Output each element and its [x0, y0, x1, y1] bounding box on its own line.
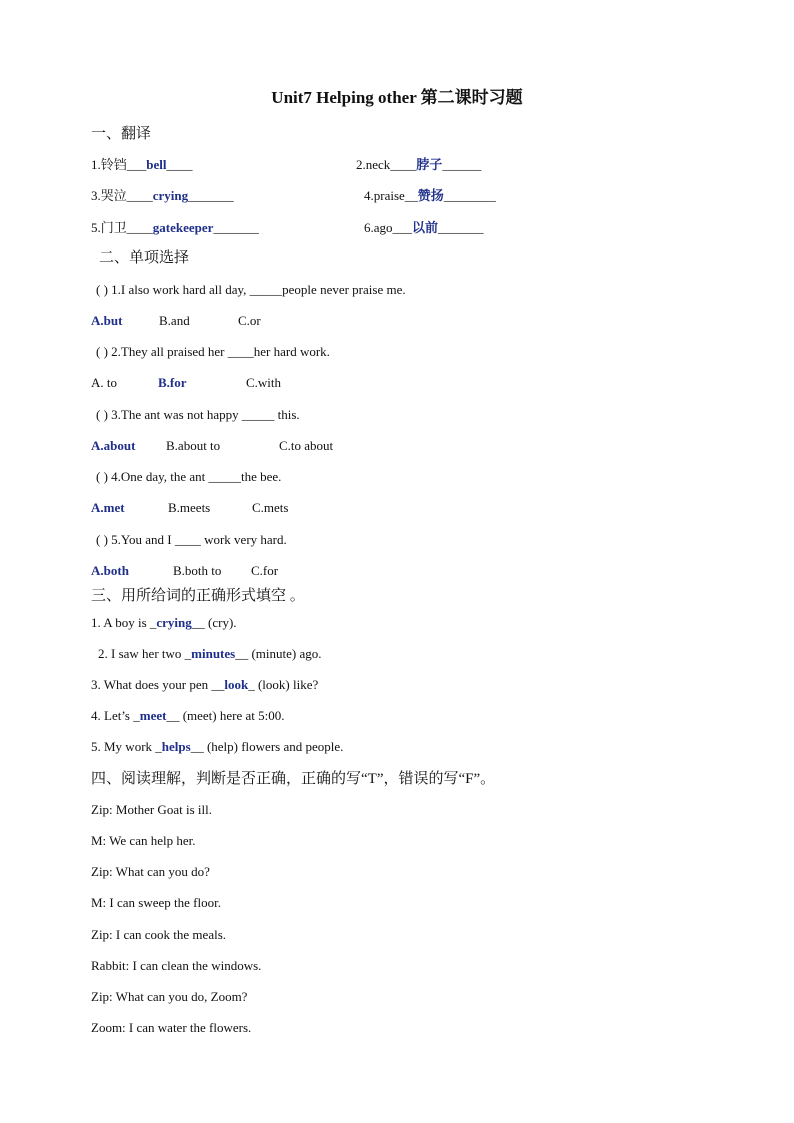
option-a: A.met: [91, 500, 125, 515]
choice-options-5: [91, 563, 278, 579]
choice-question-1: ( ) 1.I also work hard all day, _____people never praise me.: [96, 282, 406, 297]
dialog-line-1: Zip: Mother Goat is ill.: [91, 802, 212, 817]
dialog-line-4: M: I can sweep the floor.: [91, 895, 221, 910]
answer: meet: [139, 708, 167, 723]
choice-question-5: ( ) 5.You and I ____ work very hard.: [96, 532, 287, 547]
translate-item-2: 2.neck____脖子______: [356, 157, 482, 172]
fill-item-2: 2. I saw her two _minutes__ (minute) ago.: [98, 646, 322, 661]
fill-item-5: 5. My work _helps__ (help) flowers and people.: [91, 739, 344, 754]
fill-item-3: 3. What does your pen __look_ (look) like?: [91, 677, 319, 692]
choice-question-2: ( ) 2.They all praised her ____her hard work.: [96, 344, 330, 359]
dialog-line-3: Zip: What can you do?: [91, 864, 210, 879]
dialog-line-8: Zoom: I can water the flowers.: [91, 1020, 252, 1035]
choice-options-4: [91, 500, 288, 516]
answer: 赞扬: [417, 188, 444, 203]
option-c: C.mets: [252, 500, 289, 515]
choice-options-1: [91, 313, 261, 329]
translate-item-6: 6.ago___以前_______: [364, 220, 484, 235]
choice-question-3: ( ) 3.The ant was not happy _____ this.: [96, 407, 300, 422]
option-b: B.both to: [173, 563, 222, 578]
option-c: C.for: [251, 563, 279, 578]
answer: helps: [161, 739, 191, 754]
option-b: B.about to: [166, 438, 221, 453]
answer: gatekeeper: [152, 220, 214, 235]
translate-item-4: 4.praise__赞扬________: [364, 188, 496, 203]
answer: crying: [156, 615, 192, 630]
option-c: C.or: [238, 313, 261, 328]
option-a: A.both: [91, 563, 129, 578]
section-translate-heading: 一、翻译: [91, 126, 152, 142]
page-title: Unit7 Helping other 第二课时习题: [271, 88, 523, 107]
dialog-line-7: Zip: What can you do, Zoom?: [91, 989, 248, 1004]
fill-item-1: 1. A boy is _crying__ (cry).: [91, 615, 237, 630]
answer: 以前: [412, 220, 439, 235]
answer: bell: [146, 157, 167, 172]
option-c: C.with: [246, 375, 282, 390]
dialog-line-6: Rabbit: I can clean the windows.: [91, 958, 262, 973]
option-b: B.and: [159, 313, 190, 328]
option-c: C.to about: [279, 438, 334, 453]
section-choice-heading: 二、单项选择: [99, 250, 190, 266]
answer: 脖子: [416, 157, 443, 172]
section-fill-heading: 三、用所给词的正确形式填空 。: [91, 588, 305, 604]
answer: look: [224, 677, 249, 692]
answer: crying: [152, 188, 189, 203]
option-b: B.for: [158, 375, 187, 390]
translate-item-5: 5.门卫____gatekeeper_______: [91, 220, 259, 235]
option-a: A. to: [91, 375, 117, 390]
choice-options-2: [91, 375, 281, 391]
option-a: A.but: [91, 313, 123, 328]
option-b: B.meets: [168, 500, 211, 515]
dialog-line-5: Zip: I can cook the meals.: [91, 927, 227, 942]
translate-item-1: 1.铃铛___bell____: [91, 157, 193, 172]
dialog-line-2: M: We can help her.: [91, 833, 196, 848]
fill-item-4: 4. Let’s _meet__ (meet) here at 5:00.: [91, 708, 285, 723]
translate-item-3: 3.哭泣____crying_______: [91, 188, 234, 203]
choice-options-3: [91, 438, 333, 454]
section-reading-heading: 四、阅读理解，判断是否正确，正确的写“T”，错误的写“F”。: [91, 771, 496, 787]
choice-question-4: ( ) 4.One day, the ant _____the bee.: [96, 469, 282, 484]
answer: minutes: [191, 646, 236, 661]
option-a: A.about: [91, 438, 136, 453]
